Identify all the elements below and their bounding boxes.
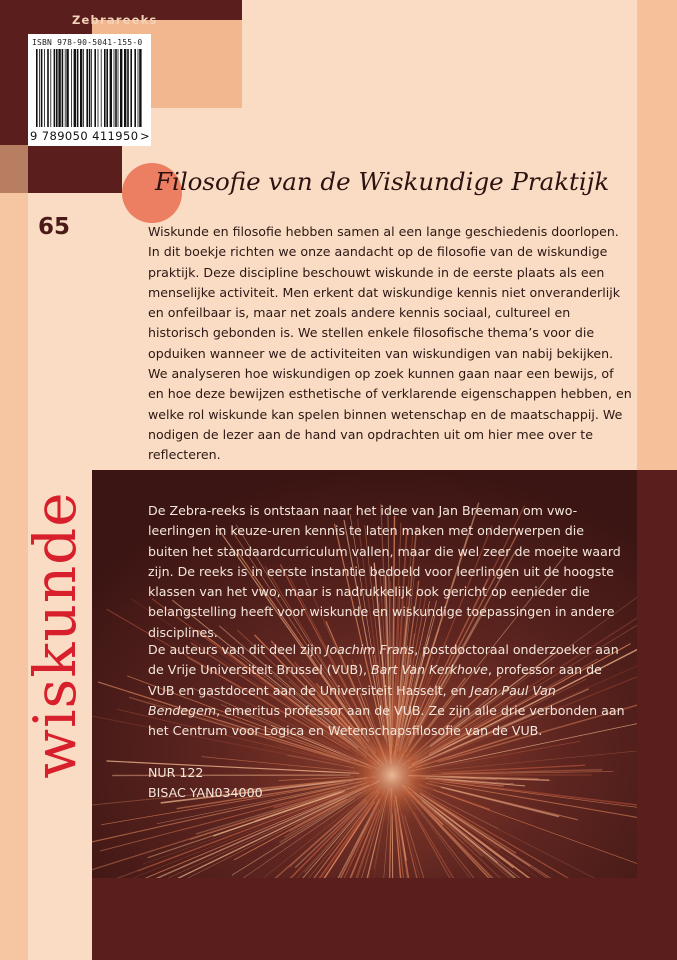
author-role-1: , postdoctoraal onderzoeker aan de Vrije Universiteit Brussel (VUB), [148, 642, 619, 678]
nur-code: NUR 122 [148, 765, 204, 780]
author-role-3: , emeritus professor aan de VUB. Ze zijn alle drie verbonden aan het Centrum voor Logica en Wetenschapsfilosofie van de VUB. [148, 702, 625, 739]
isbn-digits: 9 789050 411950 [30, 129, 139, 143]
book-title: Filosofie van de Wiskundige Praktijk [155, 167, 610, 196]
series-label: Zebrareeks [72, 13, 158, 27]
subject-vertical-label: wiskunde [21, 491, 89, 779]
barcode-bars [36, 49, 144, 127]
authors-intro: De auteurs van dit deel zijn [148, 642, 326, 657]
author-name-2: Bart Van Kerkhove [371, 662, 488, 678]
author-name-1: Joachim Frans [325, 642, 415, 657]
left-accent-block [0, 145, 28, 193]
left-dark-block [28, 145, 122, 193]
isbn-label: ISBN 978-90-5041-155-0 [32, 38, 143, 47]
volume-number: 65 [38, 214, 71, 240]
isbn-barcode [28, 34, 151, 146]
book-summary: Wiskunde en filosofie hebben samen al een lange geschiedenis doorlopen. In dit boekje richten we onze aandacht op de filosofie van de wiskundige praktijk. Deze discipline beschouwt wiskunde in de eerste plaats als een menselijke activiteit. Men erkent dat wiskundige kennis niet onveranderlijk en onfeilbaar is, maar net zoals andere kennis sociaal, cultureel en historisch gebonden is. We stellen enkele filosofische thema’s voor die opduiken wanneer we de activiteiten van wiskundigen van nabij bekijken. We analyseren hoe wiskundigen op zoek kunnen gaan naar een bewijs, of en hoe deze bewijzen esthetische of verklarende eigenschappen hebben, en welke rol wiskunde kan spelen binnen wetenschap en de maatschappij. We nodigen de lezer aan de hand van opdrachten uit om hier mee over te reflecteren. [148, 224, 632, 463]
isbn-arrow: > [139, 129, 150, 143]
series-description: De Zebra-reeks is ontstaan naar het idee van Jan Breeman om vwo-leerlingen in keuze-uren kennis te laten maken met onderwerpen die buiten het standaardcurriculum vallen, maar die wel zeer de moeite waard zijn. De reeks is in eerste instantie bedoeld voor leerlingen uit de hoogste klassen van het vwo, maar is nadrukkelijk ook gericht op eenieder die belangstelling heeft voor wiskunde en wiskundige toepassingen in andere disciplines. [148, 503, 621, 640]
authors-paragraph [148, 640, 628, 741]
bisac-code: BISAC YAN034000 [148, 785, 263, 800]
isbn-digits-row [30, 129, 150, 143]
author-role-2: , professor aan de VUB en gastdocent aan de Universiteit Hasselt, en [148, 662, 602, 698]
author-name-3: Jean Paul Van Bendegem [148, 682, 556, 718]
